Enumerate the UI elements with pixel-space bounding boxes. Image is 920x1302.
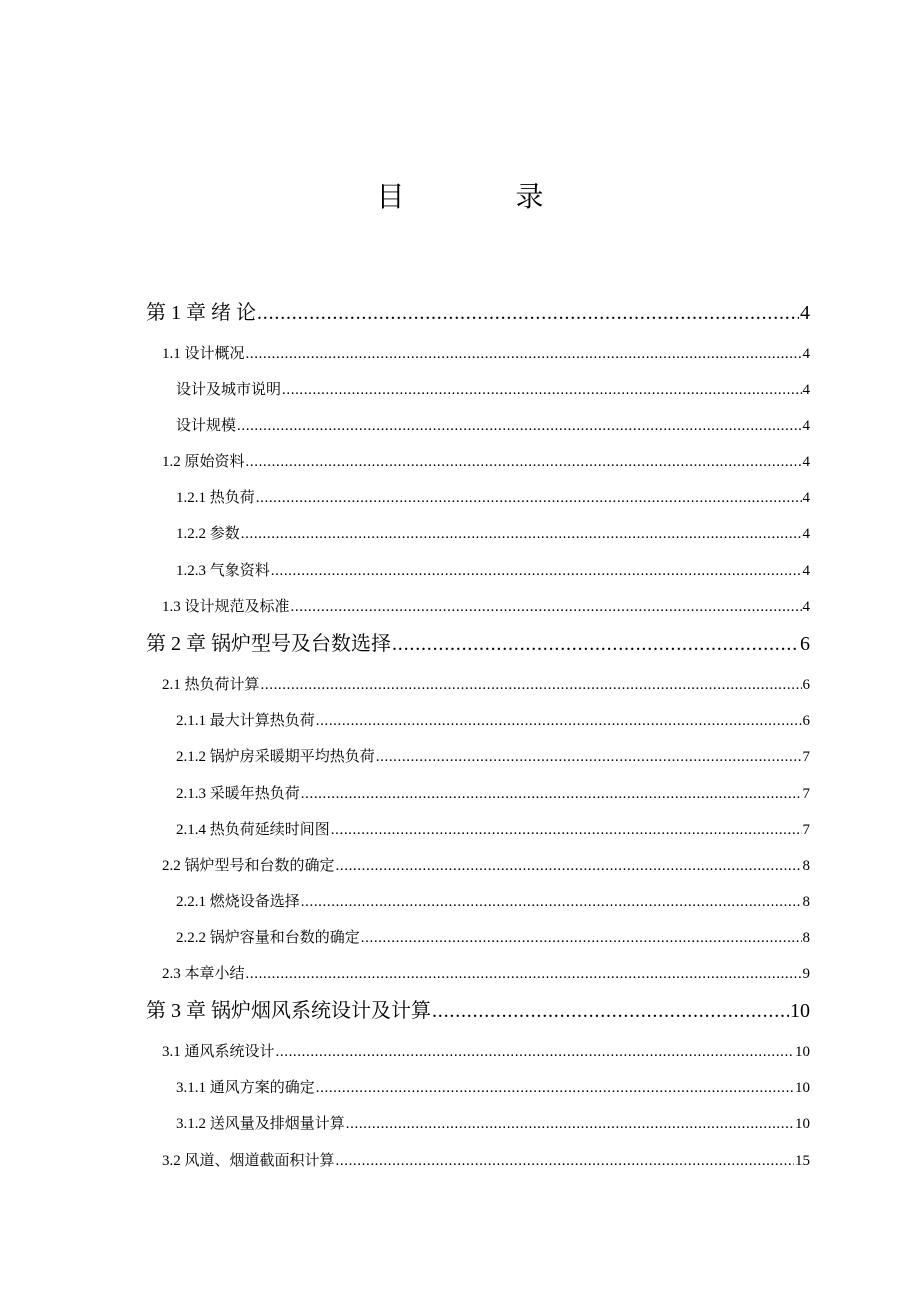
toc-entry-page: 6 <box>802 677 810 693</box>
toc-entry-label: 1.2 原始资料 <box>162 454 245 470</box>
toc-entry-subsection[interactable] <box>176 378 810 402</box>
toc-entry-section[interactable] <box>162 962 810 986</box>
toc-entry-subsection[interactable] <box>176 486 810 510</box>
dot-leader <box>361 926 802 950</box>
toc-entry-label: 3.1 通风系统设计 <box>162 1044 275 1060</box>
toc-entry-subsection[interactable] <box>176 818 810 842</box>
toc-entry-label: 2.1.3 采暖年热负荷 <box>176 786 300 802</box>
toc-entry-label: 设计规模 <box>176 418 237 434</box>
toc-title: 目 录 <box>376 182 596 213</box>
toc-entry-page: 7 <box>802 822 810 838</box>
dot-leader <box>301 782 802 806</box>
toc-entry-label: 2.2.1 燃烧设备选择 <box>176 894 300 910</box>
toc-entry-page: 4 <box>802 346 810 362</box>
dot-leader <box>301 890 802 914</box>
toc-entry-subsection[interactable] <box>176 559 810 583</box>
toc-entry-page: 4 <box>802 563 810 579</box>
dot-leader <box>257 297 799 329</box>
toc-entry-page: 8 <box>802 930 810 946</box>
dot-leader <box>316 709 802 733</box>
dot-leader <box>336 854 802 878</box>
toc-entry-section[interactable] <box>162 673 810 697</box>
dot-leader <box>316 1076 794 1100</box>
toc-entry-label: 1.3 设计规范及标准 <box>162 599 290 615</box>
toc-entry-label: 设计及城市说明 <box>176 382 282 398</box>
toc-entry-chapter[interactable] <box>146 995 810 1027</box>
dot-leader <box>271 559 802 583</box>
toc-entry-page: 4 <box>800 302 810 324</box>
toc-entry-label: 第 3 章 锅炉烟风系统设计及计算 <box>146 1000 431 1022</box>
toc-entry-section[interactable] <box>162 854 810 878</box>
toc-entry-section[interactable] <box>162 1149 810 1173</box>
dot-leader <box>376 745 802 769</box>
toc-entry-page: 4 <box>802 454 810 470</box>
toc-entry-subsection[interactable] <box>176 745 810 769</box>
toc-entry-label: 3.1.2 送风量及排烟量计算 <box>176 1116 345 1132</box>
toc-entry-subsection[interactable] <box>176 1112 810 1136</box>
toc-entry-label: 2.2.2 锅炉容量和台数的确定 <box>176 930 360 946</box>
dot-leader <box>336 1149 794 1173</box>
toc-entry-subsection[interactable] <box>176 414 810 438</box>
toc-entry-page: 9 <box>802 966 810 982</box>
dot-leader <box>246 342 802 366</box>
dot-leader <box>246 450 802 474</box>
toc-entry-label: 2.1.2 锅炉房采暖期平均热负荷 <box>176 749 375 765</box>
toc-entry-subsection[interactable] <box>176 782 810 806</box>
toc-entry-label: 3.2 风道、烟道截面积计算 <box>162 1153 335 1169</box>
dot-leader <box>237 414 801 438</box>
toc-entry-section[interactable] <box>162 595 810 619</box>
toc-entry-subsection[interactable] <box>176 926 810 950</box>
toc-entry-subsection[interactable] <box>176 1076 810 1100</box>
toc-entry-page: 10 <box>795 1116 810 1132</box>
dot-leader <box>282 378 801 402</box>
toc-entry-section[interactable] <box>162 1040 810 1064</box>
toc-entry-subsection[interactable] <box>176 709 810 733</box>
toc-entry-section[interactable] <box>162 450 810 474</box>
toc-entry-page: 6 <box>800 633 810 655</box>
dot-leader <box>331 818 802 842</box>
toc-entry-label: 1.2.1 热负荷 <box>176 490 255 506</box>
toc-entry-label: 第 2 章 锅炉型号及台数选择 <box>146 633 391 655</box>
toc-entry-page: 4 <box>802 526 810 542</box>
dot-leader <box>276 1040 794 1064</box>
toc-entry-page: 4 <box>802 382 810 398</box>
toc-entry-page: 10 <box>790 1000 810 1022</box>
toc-entry-subsection[interactable] <box>176 522 810 546</box>
toc-entry-label: 3.1.1 通风方案的确定 <box>176 1080 315 1096</box>
toc-entry-label: 2.3 本章小结 <box>162 966 245 982</box>
dot-leader <box>392 628 799 660</box>
toc-entry-page: 4 <box>802 418 810 434</box>
dot-leader <box>346 1112 794 1136</box>
toc-entry-page: 8 <box>802 858 810 874</box>
toc-entry-chapter[interactable] <box>146 297 810 329</box>
toc-entry-label: 第 1 章 绪 论 <box>146 302 256 324</box>
dot-leader <box>241 522 802 546</box>
toc-entry-page: 15 <box>795 1153 810 1169</box>
toc-entry-subsection[interactable] <box>176 890 810 914</box>
toc-entry-page: 6 <box>802 713 810 729</box>
toc-entry-label: 1.2.3 气象资料 <box>176 563 270 579</box>
dot-leader <box>261 673 802 697</box>
toc-entry-label: 1.2.2 参数 <box>176 526 240 542</box>
toc-entry-label: 2.1.4 热负荷延续时间图 <box>176 822 330 838</box>
dot-leader <box>432 995 789 1027</box>
dot-leader <box>291 595 802 619</box>
toc-entry-label: 2.1.1 最大计算热负荷 <box>176 713 315 729</box>
toc-entry-page: 10 <box>795 1080 810 1096</box>
toc-entry-page: 7 <box>802 749 810 765</box>
dot-leader <box>246 962 802 986</box>
toc-entry-page: 7 <box>802 786 810 802</box>
toc-entry-page: 8 <box>802 894 810 910</box>
toc-entry-page: 10 <box>795 1044 810 1060</box>
toc-entry-label: 2.2 锅炉型号和台数的确定 <box>162 858 335 874</box>
dot-leader <box>256 486 802 510</box>
toc-entry-chapter[interactable] <box>146 628 810 660</box>
toc-entry-label: 1.1 设计概况 <box>162 346 245 362</box>
toc-entry-section[interactable] <box>162 342 810 366</box>
toc-entry-page: 4 <box>802 599 810 615</box>
toc-entry-page: 4 <box>802 490 810 506</box>
toc-entry-label: 2.1 热负荷计算 <box>162 677 260 693</box>
